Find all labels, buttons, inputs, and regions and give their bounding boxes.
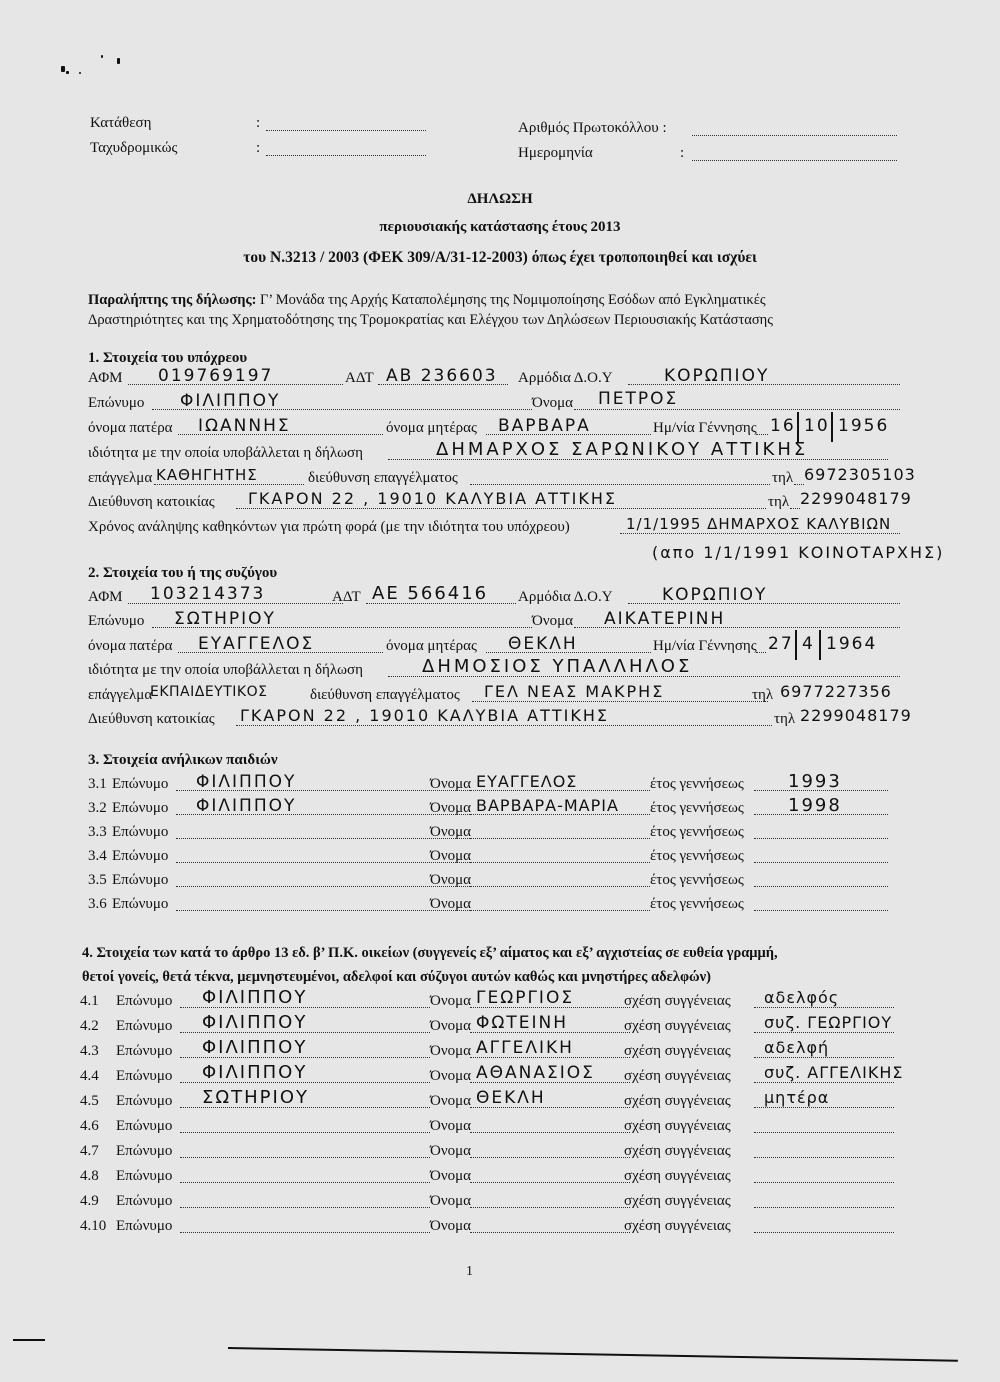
first-duty-note[interactable]: (απο 1/1/1991 ΚΟΙΝΟΤΑΡΧΗΣ)	[652, 543, 945, 562]
first-duty-value[interactable]: 1/1/1995 ΔΗΜΑΡΧΟΣ ΚΑΛΥΒΙΩΝ	[626, 515, 892, 533]
birth-year[interactable]: 1956	[838, 416, 890, 436]
name-label: Όνομα	[430, 993, 472, 1009]
date-field[interactable]	[692, 146, 897, 161]
spouse-work-address-value[interactable]: ΓΕΛ ΝΕΑΣ ΜΑΚΡΗΣ	[484, 682, 665, 701]
row-number: 4.9	[80, 1193, 99, 1209]
name-label: Όνομα	[430, 824, 472, 840]
section-2-heading: 2. Στοιχεία του ή της συζύγου	[88, 565, 278, 581]
scan-speck	[117, 58, 120, 64]
name-label: Όνομα	[430, 1043, 472, 1059]
dotted-line	[754, 872, 888, 887]
surname-label: Επώνυμο	[116, 1018, 173, 1034]
profession-label: επάγγελμα	[88, 470, 153, 486]
spouse-birth-year[interactable]: 1964	[826, 634, 878, 654]
surname-label: Επώνυμο	[112, 824, 169, 840]
spouse-birth-month[interactable]: 4	[802, 634, 815, 654]
spouse-doy-value[interactable]: ΚΟΡΩΠΙΟΥ	[662, 585, 768, 605]
child-row	[88, 872, 900, 894]
home-address-value[interactable]: ΓΚΑΡΟΝ 22 , 19010 ΚΑΛΥΒΙΑ ΑΤΤΙΚΗΣ	[248, 489, 617, 508]
dotted-line	[470, 1168, 630, 1183]
relation-label: σχέση συγγένειας	[624, 1143, 731, 1159]
relative-relation[interactable]: αδελφός	[764, 988, 840, 1007]
birth-year-label: έτος γεννήσεως	[650, 800, 744, 816]
surname-label: Επώνυμο	[116, 1168, 173, 1184]
spouse-mother-value[interactable]: ΘΕΚΛΗ	[508, 634, 578, 654]
relative-surname[interactable]: ΦΙΛΙΠΠΟΥ	[202, 1012, 308, 1033]
section-1-heading: 1. Στοιχεία του υπόχρεου	[88, 350, 248, 366]
recipient-text-1: Γ’ Μονάδα της Αρχής Καταπολέμησης της Νομιμοποίησης Εσόδων από Εγκληματικές	[256, 292, 766, 308]
birth-year-label: έτος γεννήσεως	[650, 896, 744, 912]
row-number: 4.10	[80, 1218, 107, 1234]
relative-relation[interactable]: μητέρα	[764, 1088, 830, 1107]
doy-label: Αρμόδια Δ.Ο.Υ	[518, 589, 613, 605]
home-phone-value[interactable]: 2299048179	[800, 489, 912, 508]
name-label: Όνομα	[532, 613, 574, 629]
dotted-line	[470, 1143, 630, 1158]
deposit-field[interactable]	[266, 116, 426, 131]
scan-speck	[66, 71, 69, 74]
relation-label: σχέση συγγένειας	[624, 1218, 731, 1234]
birth-month[interactable]: 10	[804, 416, 830, 436]
surname-label: Επώνυμο	[116, 1043, 173, 1059]
relative-name[interactable]: ΦΩΤΕΙΝΗ	[476, 1013, 569, 1033]
birth-year-label: έτος γεννήσεως	[650, 872, 744, 888]
row-number: 3.6	[88, 896, 107, 912]
protocol-number-field[interactable]	[692, 121, 897, 136]
birthdate-label: Ημ/νία Γέννησης	[653, 420, 757, 436]
mother-label: όνομα μητέρας	[386, 638, 477, 654]
name-label: Όνομα	[430, 800, 472, 816]
dotted-line	[180, 1193, 430, 1208]
section-2-name-row	[88, 609, 900, 635]
recipient-label: Παραλήπτης της δήλωσης:	[88, 292, 257, 308]
scan-speck	[79, 72, 81, 74]
deposit-label: Κατάθεση	[90, 115, 152, 131]
law-reference: του Ν.3213 / 2003 (ΦΕΚ 309/Α/31-12-2003) όπως έχει τροποποιηθεί και ισχύει	[243, 249, 757, 266]
father-label: όνομα πατέρα	[88, 420, 173, 436]
dotted-line	[470, 872, 650, 887]
name-label: Όνομα	[430, 872, 472, 888]
name-label: Όνομα	[430, 896, 472, 912]
dotted-line	[470, 896, 650, 911]
work-phone-value[interactable]: 6972305103	[804, 465, 916, 484]
protocol-number-label: Αριθμός Πρωτοκόλλου :	[518, 120, 667, 136]
profession-value[interactable]: ΚΑΘΗΓΗΤΗΣ	[156, 466, 258, 484]
section-4-heading-2: θετοί γονείς, θετά τέκνα, μεμνηστευμένοι, αδελφοί και σύζυγοι αυτών καθώς και μνηστήρες αδελφών)	[82, 969, 711, 985]
scan-artifact-line	[13, 1339, 45, 1341]
surname-label: Επώνυμο	[116, 1193, 173, 1209]
name-label: Όνομα	[430, 1143, 472, 1159]
mail-field[interactable]	[266, 141, 426, 156]
relative-name[interactable]: ΑΘΑΝΑΣΙΟΣ	[476, 1063, 595, 1083]
scan-speck	[61, 66, 65, 72]
birth-year-label: έτος γεννήσεως	[650, 776, 744, 792]
row-number: 3.5	[88, 872, 107, 888]
child-row	[88, 795, 900, 822]
relation-label: σχέση συγγένειας	[624, 1118, 731, 1134]
date-label: Ημερομηνία	[518, 145, 593, 161]
dotted-line	[754, 1218, 894, 1233]
spouse-father-value[interactable]: ΕΥΑΓΓΕΛΟΣ	[198, 634, 315, 654]
afm-label: ΑΦΜ	[88, 589, 123, 605]
dotted-line	[470, 1193, 630, 1208]
surname-label: Επώνυμο	[88, 395, 145, 411]
relative-relation[interactable]: συζ. ΑΓΓΕΛΙΚΗΣ	[764, 1063, 904, 1082]
relative-row	[80, 1143, 892, 1165]
home-address-label: Διεύθυνση κατοικίας	[88, 711, 215, 727]
row-number: 4.7	[80, 1143, 99, 1159]
relative-row	[80, 1218, 892, 1240]
page-number: 1	[466, 1264, 473, 1279]
spouse-surname-value[interactable]: ΣΩΤΗΡΙΟΥ	[174, 609, 276, 629]
dotted-line	[180, 1218, 430, 1233]
name-label: Όνομα	[430, 1168, 472, 1184]
dotted-line	[180, 1118, 430, 1133]
dotted-line	[470, 1218, 630, 1233]
spouse-afm-value[interactable]: 103214373	[150, 584, 266, 604]
surname-label: Επώνυμο	[116, 1218, 173, 1234]
colon: :	[256, 140, 261, 156]
child-surname[interactable]: ΦΙΛΙΠΠΟΥ	[196, 772, 297, 792]
section-3-heading: 3. Στοιχεία ανήλικων παιδιών	[88, 752, 278, 768]
name-label: Όνομα	[430, 848, 472, 864]
name-label: Όνομα	[430, 1193, 472, 1209]
name-label: Όνομα	[430, 1218, 472, 1234]
spouse-home-phone-value[interactable]: 2299048179	[800, 706, 912, 725]
dotted-line	[754, 1193, 894, 1208]
relation-label: σχέση συγγένειας	[624, 1043, 731, 1059]
first-duty-label: Χρόνος ανάληψης καθηκόντων για πρώτη φορά (με την ιδιότητα του υπόχρεου)	[88, 519, 570, 535]
relative-surname[interactable]: ΦΙΛΙΠΠΟΥ	[202, 1037, 308, 1058]
afm-value[interactable]: 019769197	[158, 366, 274, 386]
document-title: ΔΗΛΩΣΗ	[467, 191, 533, 207]
surname-label: Επώνυμο	[112, 776, 169, 792]
relative-surname[interactable]: ΣΩΤΗΡΙΟΥ	[202, 1087, 309, 1108]
work-address-label: διεύθυνση επαγγέλματος	[308, 470, 458, 486]
surname-label: Επώνυμο	[116, 1068, 173, 1084]
row-number: 4.2	[80, 1018, 99, 1034]
relation-label: σχέση συγγένειας	[624, 1168, 731, 1184]
section-1-first-duty-row	[88, 515, 900, 541]
phone-label: τηλ	[752, 687, 774, 703]
section-2-ids-row	[88, 583, 900, 611]
colon: :	[256, 115, 261, 131]
relation-label: σχέση συγγένειας	[624, 1093, 731, 1109]
surname-label: Επώνυμο	[116, 1118, 173, 1134]
relative-name[interactable]: ΑΓΓΕΛΙΚΗ	[476, 1038, 574, 1058]
row-number: 4.3	[80, 1043, 99, 1059]
dotted-line	[754, 896, 888, 911]
scan-artifact-line	[228, 1347, 958, 1362]
surname-label: Επώνυμο	[116, 993, 173, 1009]
surname-label: Επώνυμο	[88, 613, 145, 629]
capacity-label: ιδιότητα με την οποία υποβάλλεται η δήλωση	[88, 445, 363, 461]
child-row	[88, 896, 900, 918]
child-row	[88, 848, 900, 870]
spouse-adt-value[interactable]: ΑΕ 566416	[372, 583, 489, 604]
dotted-line	[180, 1168, 430, 1183]
dotted-line	[470, 470, 770, 485]
row-number: 4.8	[80, 1168, 99, 1184]
child-surname[interactable]: ΦΙΛΙΠΠΟΥ	[196, 796, 297, 816]
father-value[interactable]: ΙΩΑΝΝΗΣ	[198, 416, 291, 436]
row-number: 4.4	[80, 1068, 99, 1084]
relation-label: σχέση συγγένειας	[624, 1068, 731, 1084]
spouse-profession-value[interactable]: ΕΚΠΑΙΔΕΥΤΙΚΟΣ	[150, 684, 268, 700]
relative-surname[interactable]: ΦΙΛΙΠΠΟΥ	[202, 1062, 308, 1083]
child-row	[88, 771, 900, 798]
phone-label: τηλ	[772, 470, 794, 486]
name-label: Όνομα	[430, 1093, 472, 1109]
phone-label: τηλ	[768, 494, 790, 510]
relative-row	[80, 1118, 892, 1140]
dotted-line	[794, 470, 804, 485]
recipient-line-1	[88, 292, 766, 309]
row-number: 4.1	[80, 993, 99, 1009]
relation-label: σχέση συγγένειας	[624, 993, 731, 1009]
dotted-line	[756, 638, 766, 653]
date-separator	[795, 630, 797, 660]
spouse-capacity-value[interactable]: ΔΗΜΟΣΙΟΣ ΥΠΑΛΛΗΛΟΣ	[422, 656, 693, 677]
doy-value[interactable]: ΚΟΡΩΠΙΟΥ	[664, 366, 770, 386]
row-number: 4.5	[80, 1093, 99, 1109]
dotted-line	[470, 824, 650, 839]
surname-label: Επώνυμο	[116, 1143, 173, 1159]
relative-surname[interactable]: ΦΙΛΙΠΠΟΥ	[202, 987, 308, 1008]
name-value[interactable]: ΠΕΤΡΟΣ	[598, 389, 679, 409]
doy-label: Αρμόδια Δ.Ο.Υ	[518, 370, 613, 386]
spouse-home-address-value[interactable]: ΓΚΑΡΟΝ 22 , 19010 ΚΑΛΥΒΙΑ ΑΤΤΙΚΗΣ	[240, 706, 609, 725]
dotted-line	[470, 1118, 630, 1133]
dotted-line	[470, 848, 650, 863]
child-birth-year[interactable]: 1998	[788, 795, 842, 816]
mail-label: Ταχυδρομικώς	[90, 140, 178, 156]
child-birth-year[interactable]: 1993	[788, 771, 842, 792]
phone-label: τηλ	[774, 711, 796, 727]
relative-row	[80, 1168, 892, 1190]
child-name[interactable]: ΕΥΑΓΓΕΛΟΣ	[476, 772, 578, 791]
dotted-line	[790, 494, 800, 509]
row-number: 3.3	[88, 824, 107, 840]
section-1-capacity-row	[88, 439, 900, 467]
dotted-line	[756, 420, 768, 435]
section-2-capacity-row	[88, 656, 900, 684]
profession-label: επάγγελμα	[88, 687, 153, 703]
name-label: Όνομα	[430, 1018, 472, 1034]
row-number: 4.6	[80, 1118, 99, 1134]
mother-value[interactable]: ΒΑΡΒΑΡΑ	[498, 416, 591, 436]
dotted-line	[754, 824, 888, 839]
surname-label: Επώνυμο	[112, 872, 169, 888]
relation-label: σχέση συγγένειας	[624, 1193, 731, 1209]
surname-label: Επώνυμο	[112, 800, 169, 816]
section-1-ids-row	[88, 366, 900, 392]
name-label: Όνομα	[430, 1118, 472, 1134]
birth-year-label: έτος γεννήσεως	[650, 824, 744, 840]
capacity-value[interactable]: ΔΗΜΑΡΧΟΣ ΣΑΡΩΝΙΚΟΥ ΑΤΤΙΚΗΣ	[436, 439, 809, 460]
recipient-text-2: Δραστηριότητες και της Χρηματοδότησης της Τρομοκρατίας και Ελέγχου των Δηλώσεων Περιουσιακής Κατάστασης	[88, 312, 774, 328]
dotted-line	[754, 1143, 894, 1158]
section-1-home-row	[88, 489, 912, 516]
father-label: όνομα πατέρα	[88, 638, 173, 654]
spouse-birth-day[interactable]: 27	[768, 634, 794, 654]
birth-day[interactable]: 16	[770, 416, 796, 436]
spouse-name-value[interactable]: ΑΙΚΑΤΕΡΙΝΗ	[604, 609, 726, 629]
surname-label: Επώνυμο	[112, 896, 169, 912]
section-1-name-row	[88, 389, 900, 417]
document-subtitle: περιουσιακής κατάστασης έτους 2013	[379, 219, 621, 235]
home-address-label: Διεύθυνση κατοικίας	[88, 494, 215, 510]
relative-name[interactable]: ΓΕΩΡΓΙΟΣ	[476, 988, 575, 1008]
name-label: Όνομα	[430, 1068, 472, 1084]
date-separator	[831, 412, 833, 442]
relative-relation[interactable]: αδελφή	[764, 1038, 830, 1057]
dotted-line	[754, 1168, 894, 1183]
row-number: 3.4	[88, 848, 107, 864]
section-4-heading-1: 4. Στοιχεία των κατά το άρθρο 13 εδ. β’ Π.Κ. οικείων (συγγενείς εξ’ αίματος και εξ’ αγχιστείας σε ευθεία γραμμή,	[82, 945, 778, 961]
afm-label: ΑΦΜ	[88, 370, 123, 386]
adt-label: ΑΔΤ	[332, 589, 361, 605]
surname-value[interactable]: ΦΙΛΙΠΠΟΥ	[180, 391, 281, 411]
dotted-line	[754, 848, 888, 863]
date-separator	[819, 630, 821, 660]
name-label: Όνομα	[430, 776, 472, 792]
colon: :	[680, 145, 685, 161]
spouse-work-phone-value[interactable]: 6977227356	[780, 682, 892, 701]
date-separator	[797, 412, 799, 442]
adt-label: ΑΔΤ	[345, 370, 374, 386]
capacity-label: ιδιότητα με την οποία υποβάλλεται η δήλωση	[88, 662, 363, 678]
surname-label: Επώνυμο	[112, 848, 169, 864]
mother-label: όνομα μητέρας	[386, 420, 477, 436]
child-name[interactable]: ΒΑΡΒΑΡΑ-ΜΑΡΙΑ	[476, 796, 619, 815]
section-2-home-row	[88, 706, 912, 733]
relative-row	[80, 1193, 892, 1215]
surname-label: Επώνυμο	[116, 1093, 173, 1109]
birth-year-label: έτος γεννήσεως	[650, 848, 744, 864]
child-row	[88, 824, 900, 846]
row-number: 3.2	[88, 800, 107, 816]
relative-relation[interactable]: συζ. ΓΕΩΡΓΙΟΥ	[764, 1013, 893, 1032]
row-number: 3.1	[88, 776, 107, 792]
adt-value[interactable]: ΑΒ 236603	[386, 366, 498, 386]
relation-label: σχέση συγγένειας	[624, 1018, 731, 1034]
dotted-line	[754, 1118, 894, 1133]
relative-row	[80, 1087, 892, 1115]
scan-speck	[101, 55, 103, 58]
dotted-line	[180, 1143, 430, 1158]
birthdate-label: Ημ/νία Γέννησης	[653, 638, 757, 654]
relative-name[interactable]: ΘΕΚΛΗ	[476, 1088, 546, 1108]
name-label: Όνομα	[532, 395, 574, 411]
work-address-label: διεύθυνση επαγγέλματος	[310, 687, 460, 703]
